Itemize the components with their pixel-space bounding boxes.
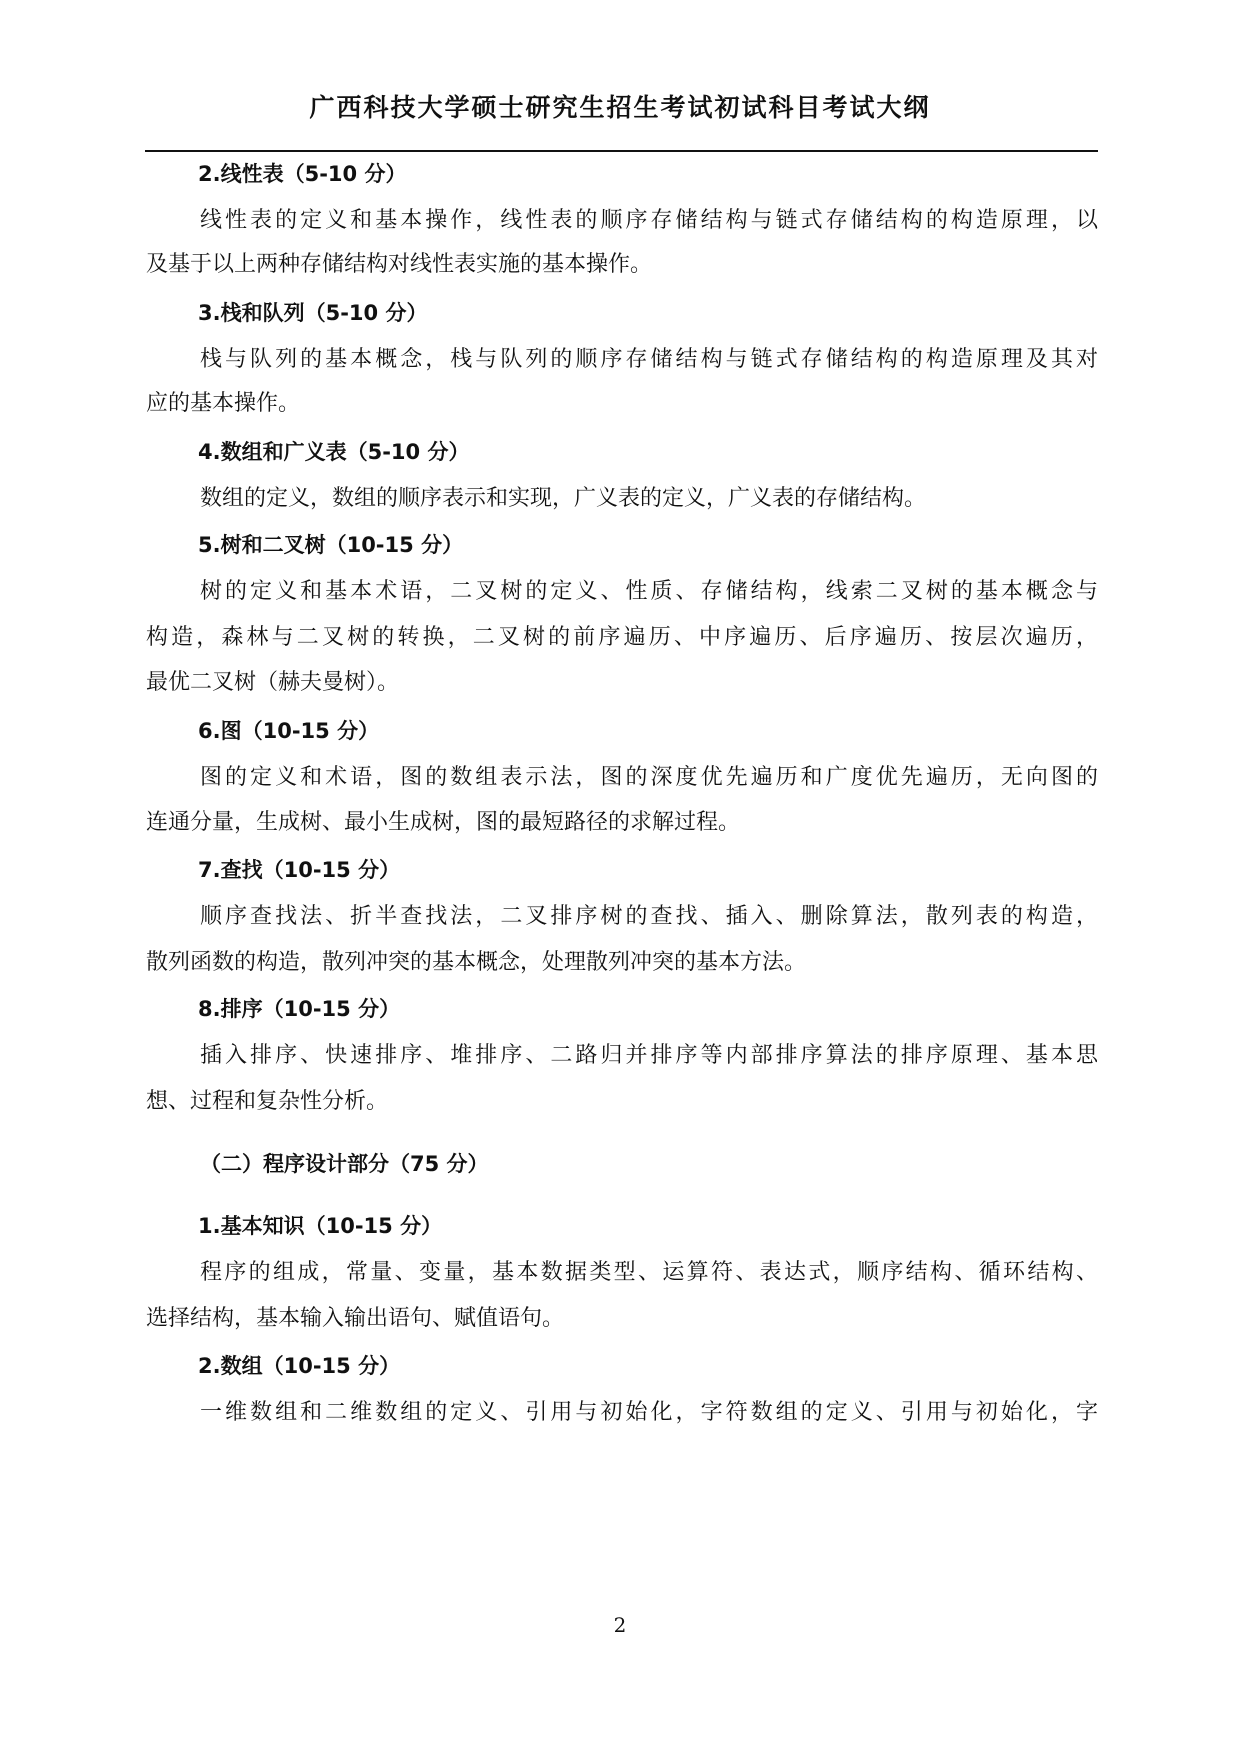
paragraph-line: 散列函数的构造，散列冲突的基本概念，处理散列冲突的基本方法。 (146, 950, 807, 975)
paragraph-line: 构造，森林与二叉树的转换，二叉树的前序遍历、中序遍历、后序遍历、按层次遍历， (146, 625, 1098, 650)
paragraph-line: 最优二叉树（赫夫曼树）。 (146, 670, 400, 695)
section-heading-sort: 8.排序（10-15 分） (198, 997, 401, 1021)
paragraph-line: 一维数组和二维数组的定义、引用与初始化，字符数组的定义、引用与初始化，字 (200, 1400, 1098, 1425)
paragraph-line: 程序的组成，常量、变量，基本数据类型、运算符、表达式，顺序结构、循环结构、 (200, 1260, 1098, 1285)
section-heading-array-generalized-list: 4.数组和广义表（5-10 分） (198, 440, 470, 464)
paragraph-line: 应的基本操作。 (146, 391, 301, 416)
paragraph-line: 想、过程和复杂性分析。 (146, 1089, 389, 1114)
paragraph-line: 数组的定义，数组的顺序表示和实现，广义表的定义，广义表的存储结构。 (200, 486, 927, 511)
section-heading-graph: 6.图（10-15 分） (198, 719, 380, 743)
section-heading-search: 7.查找（10-15 分） (198, 858, 401, 882)
paragraph-line: 栈与队列的基本概念，栈与队列的顺序存储结构与链式存储结构的构造原理及其对 (200, 347, 1098, 372)
page-header-title: 广西科技大学硕士研究生招生考试初试科目考试大纲 (309, 93, 931, 122)
section-heading-stack-queue: 3.栈和队列（5-10 分） (198, 301, 428, 325)
paragraph-line: 树的定义和基本术语，二叉树的定义、性质、存储结构，线索二叉树的基本概念与 (200, 579, 1098, 604)
paragraph-line: 连通分量，生成树、最小生成树，图的最短路径的求解过程。 (146, 810, 741, 835)
paragraph-line: 顺序查找法、折半查找法，二叉排序树的查找、插入、删除算法，散列表的构造， (200, 904, 1098, 929)
paragraph-line: 图的定义和术语，图的数组表示法，图的深度优先遍历和广度优先遍历，无向图的 (200, 765, 1098, 790)
paragraph-line: 选择结构，基本输入输出语句、赋值语句。 (146, 1306, 565, 1331)
paragraph-line: 线性表的定义和基本操作，线性表的顺序存储结构与链式存储结构的构造原理，以 (200, 208, 1098, 233)
section-heading-tree-binary-tree: 5.树和二叉树（10-15 分） (198, 533, 464, 557)
page-number: 2 (613, 1613, 627, 1637)
section-heading-basic-knowledge: 1.基本知识（10-15 分） (198, 1214, 443, 1238)
part-heading-programming: （二）程序设计部分（75 分） (200, 1152, 489, 1176)
paragraph-line: 插入排序、快速排序、堆排序、二路归并排序等内部排序算法的排序原理、基本思 (200, 1043, 1098, 1068)
section-heading-arrays: 2.数组（10-15 分） (198, 1354, 401, 1378)
section-heading-linear-list: 2.线性表（5-10 分） (198, 162, 407, 186)
paragraph-line: 及基于以上两种存储结构对线性表实施的基本操作。 (146, 252, 653, 277)
